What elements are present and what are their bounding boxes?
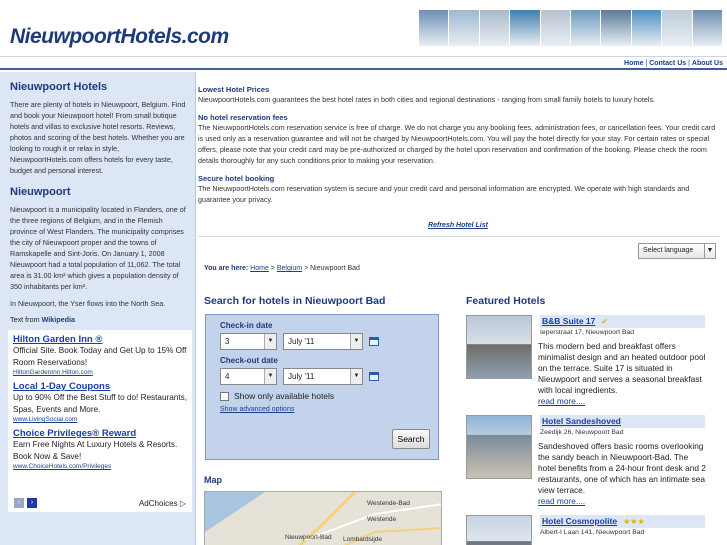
- breadcrumb-prefix: You are here:: [204, 265, 249, 272]
- info-heading-fees: No hotel reservation fees: [198, 113, 288, 122]
- chevron-down-icon: ▼: [264, 334, 276, 349]
- info-text-prices: NieuwpoortHotels.com guarantees the best hotel rates in both cities and regional destinations - ranging from small family hotels to luxury hotels.: [198, 95, 656, 104]
- sidebar-intro-text: There are plenty of hotels in Nieuwpoort, Belgium. Find and book your Nieuwpoort hotel! From small butique hotels and villas to exclusive hotel resorts. Reviews, photos and scoring of the best hotels. Whether you are looking to rough it or relax in style, NieuwpoortHotels.com offers hotels for every taste, budget and personal interest.: [10, 100, 186, 175]
- map-label: Westende: [367, 516, 397, 523]
- checkout-day-select[interactable]: [220, 368, 277, 385]
- hotel-photo[interactable]: [466, 315, 532, 379]
- hotel-card: [466, 515, 712, 545]
- hotel-description-text: This modern bed and breakfast offers minimalist design and an heated outdoor pool on the terrace. Suite 17 is situated in Nieuwpoort and serves a seasonal breakfast with local ingredients.: [538, 341, 706, 395]
- breadcrumb-home-link[interactable]: Home: [250, 265, 269, 272]
- ad-url[interactable]: HiltonGardenInn.Hilton.com: [13, 369, 93, 376]
- ad-title[interactable]: Local 1-Day Coupons: [13, 381, 111, 392]
- site-logo[interactable]: NieuwpoortHotels.com: [10, 25, 229, 48]
- ad-item[interactable]: [13, 334, 187, 376]
- wikipedia-credit: [10, 315, 187, 324]
- featured-hotels-title: Featured Hotels: [466, 295, 546, 307]
- ad-description: Earn Free Nights At Luxury Hotels & Resorts. Book Now & Save!: [13, 440, 178, 461]
- chevron-down-icon: ▼: [264, 369, 276, 384]
- hotel-address: Ieperstraat 17, Nieuwpoort Bad: [540, 329, 635, 336]
- ad-item[interactable]: [13, 381, 187, 423]
- main-content: [198, 236, 720, 545]
- nav-home-link[interactable]: Home: [624, 60, 644, 67]
- hotel-name-link[interactable]: Hotel Cosmopolite: [542, 516, 618, 526]
- calendar-icon[interactable]: [369, 337, 379, 346]
- header-photo: [449, 10, 479, 46]
- map-label: Westende-Bad: [367, 500, 410, 507]
- ad-title[interactable]: Hilton Garden Inn ®: [13, 334, 103, 345]
- checkin-label: Check-in date: [220, 321, 273, 330]
- header-photo: [632, 10, 662, 46]
- advanced-options-link[interactable]: Show advanced options: [220, 406, 295, 413]
- sidebar-heading-city: Nieuwpoort: [10, 186, 71, 198]
- hotel-name-bar: [540, 415, 705, 428]
- available-only-checkbox[interactable]: [220, 392, 229, 401]
- header-photo: [419, 10, 449, 46]
- chevron-down-icon: ▼: [704, 244, 715, 258]
- ad-url[interactable]: www.LivingSocial.com: [13, 416, 78, 423]
- hotel-name-bar: [540, 515, 705, 528]
- sidebar-heading-hotels: Nieuwpoort Hotels: [10, 81, 108, 93]
- wiki-prefix: Text from: [10, 315, 40, 324]
- header-photo: [601, 10, 631, 46]
- ad-next-icon[interactable]: ›: [27, 498, 37, 508]
- wikipedia-link[interactable]: Wikipedia: [41, 315, 76, 324]
- language-select-label: Select language: [643, 247, 694, 254]
- hotel-address: Zeedijk 26, Nieuwpoort Bad: [540, 429, 624, 436]
- info-section: [198, 80, 718, 205]
- header-photo-strip: [419, 10, 723, 46]
- map-label: Nieuwpoort-Bad: [285, 534, 332, 541]
- ad-url[interactable]: www.ChoiceHotels.com/Privileges: [13, 463, 112, 470]
- ad-block: [8, 330, 192, 512]
- adchoices-label[interactable]: AdChoices ▷: [138, 499, 186, 508]
- ad-description: Up to 90% Off the Best Stuff to do! Restaurants, Spas, Events and More.: [13, 393, 188, 414]
- chevron-down-icon: ▼: [350, 334, 362, 349]
- checkin-month-select[interactable]: [283, 333, 363, 350]
- checkout-row: [220, 368, 424, 385]
- breadcrumb-current: > Nieuwpoort Bad: [304, 265, 360, 272]
- read-more-link[interactable]: read more....: [538, 396, 586, 406]
- search-title: Search for hotels in Nieuwpoort Bad: [204, 295, 386, 307]
- ad-navigation: [14, 498, 37, 508]
- header-photo: [541, 10, 571, 46]
- calendar-icon[interactable]: [369, 372, 379, 381]
- map-label: Lombardsijde: [343, 536, 383, 543]
- header: [0, 0, 727, 56]
- checkout-label: Check-out date: [220, 356, 278, 365]
- breadcrumb-country-link[interactable]: Belgium: [276, 265, 303, 272]
- nav-about-link[interactable]: About Us: [691, 60, 723, 67]
- header-photo: [480, 10, 510, 46]
- info-text-secure: The NieuwpoortHotels.com reservation system is secure and your credit card and personal information are encrypted. We operate with high standards and guarantee your privacy.: [198, 184, 690, 204]
- map-title: Map: [204, 475, 222, 485]
- checkin-day-value: 3: [225, 337, 230, 346]
- checkin-day-select[interactable]: [220, 333, 277, 350]
- available-only-row: [220, 391, 424, 401]
- checkin-row: [220, 333, 424, 350]
- nav-separator: |: [688, 60, 690, 67]
- checkin-month-value: July '11: [288, 337, 315, 346]
- info-heading-prices: Lowest Hotel Prices: [198, 85, 270, 94]
- nav-contact-link[interactable]: Contact Us: [649, 60, 687, 67]
- hotel-name-link[interactable]: B&B Suite 17: [542, 316, 596, 326]
- hotel-name-bar: [540, 315, 705, 328]
- refresh-hotel-list-link[interactable]: Refresh Hotel List: [428, 222, 488, 229]
- hotel-rating: ★★★: [623, 517, 645, 526]
- breadcrumb: You are here: Home > Belgium > Nieuwpoort Bad: [204, 265, 360, 272]
- hotel-card: [466, 315, 712, 413]
- map-view[interactable]: [204, 491, 442, 545]
- available-only-label[interactable]: Show only available hotels: [234, 391, 335, 401]
- ad-prev-icon[interactable]: ‹: [14, 498, 24, 508]
- read-more-link[interactable]: read more....: [538, 496, 586, 506]
- info-heading-secure: Secure hotel booking: [198, 174, 275, 183]
- header-photo: [571, 10, 601, 46]
- top-navigation: [0, 56, 727, 70]
- header-photo: [662, 10, 692, 46]
- hotel-address: Albert-I Laan 141, Nieuwpoort Bad: [540, 529, 645, 536]
- ad-title[interactable]: Choice Privileges® Reward: [13, 428, 137, 439]
- chevron-down-icon: ▼: [350, 369, 362, 384]
- sea-area: [205, 492, 265, 532]
- hotel-search-form: [205, 314, 439, 460]
- hotel-photo[interactable]: [466, 515, 532, 545]
- header-photo: [693, 10, 723, 46]
- language-select[interactable]: [638, 243, 716, 259]
- refresh-row: [198, 222, 718, 229]
- search-button[interactable]: Search: [392, 429, 430, 449]
- hotel-photo[interactable]: [466, 415, 532, 479]
- nav-separator: |: [645, 60, 648, 67]
- checkout-month-select[interactable]: [283, 368, 363, 385]
- hotel-rating: ✔: [601, 317, 609, 326]
- hotel-card: [466, 415, 712, 513]
- header-photo: [510, 10, 540, 46]
- sidebar: [0, 72, 196, 545]
- sidebar-yser-text: In Nieuwpoort, the Yser flows into the North Sea.: [10, 299, 166, 308]
- hotel-name-link[interactable]: Hotel Sandeshoved: [542, 416, 621, 426]
- hotel-description: [538, 441, 708, 507]
- sidebar-city-text: Nieuwpoort is a municipality located in Flanders, one of the three regions of Belgium, and in the Flemish province of West Flanders. The municipality comprises the city of Nieuwpoort proper and the towns of Ramskapelle and Sint-Joris. On January 1, 2008 Nieuwpoort had a total population of 11,062. The total area is 31.00 km² which gives a population density of 350 inhabitants per km².: [10, 205, 186, 291]
- ad-description: Official Site. Book Today and Get Up to 15% Off Room Reservations!: [13, 346, 187, 367]
- checkout-month-value: July '11: [288, 372, 315, 381]
- info-text-fees: The NieuwpoortHotels.com reservation service is free of charge. We do not charge you any booking fees, administration fees, or cancellation fees. Your credit card is used only as a reservation guarantee and will not be charged by NieuwpoortHotels.com. You will pay the hotel directly for your stay. For certain rates or special offers, please note that your credit card may be pre-authorized or charged by the hotel upon reservation and confirmation of the booking. Please check the room details thoroughly for any such conditions prior to making your reservation.: [198, 123, 716, 165]
- checkout-day-value: 4: [225, 372, 230, 381]
- hotel-description-text: Sandeshoved offers basic rooms overlooking the sandy beach in Nieuwpoort-Bad. The hotel benefits from a 24-hour front desk and 2 restaurants, one of which has an intimate sea view terrace.: [538, 441, 706, 495]
- hotel-description: [538, 341, 708, 407]
- ad-item[interactable]: [13, 428, 187, 470]
